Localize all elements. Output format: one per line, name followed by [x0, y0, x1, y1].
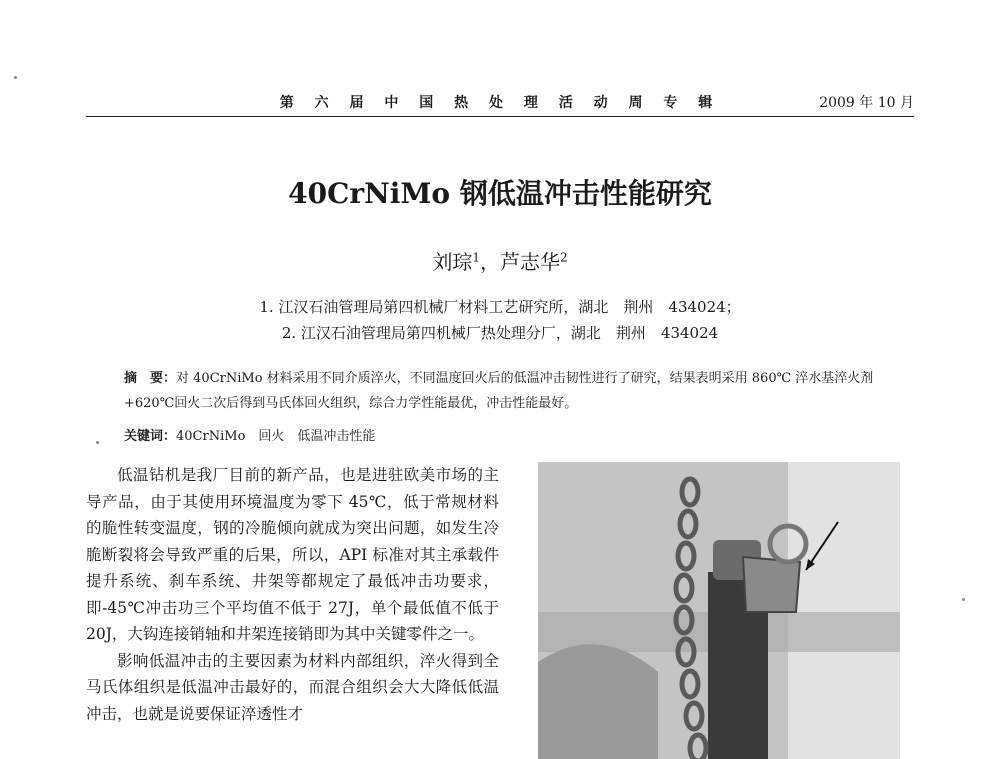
body-paragraph: 影响低温冲击的主要因素为材料内部组织，淬火得到全马氏体组织是低温冲击最好的，而混合组织会大大降低低温冲击，也就是说要保证淬透性才 [86, 651, 499, 723]
author-name: 刘琮 [432, 250, 473, 274]
affiliation-1: 1. 江汉石油管理局第四机械厂材料工艺研究所，湖北 荆州 434024； [259, 298, 741, 316]
affiliation-2: 2. 江汉石油管理局第四机械厂热处理分厂，湖北 荆州 434024 [281, 324, 719, 342]
keywords-text: 40CrNiMo 回火 低温冲击性能 [176, 429, 376, 444]
abstract-text: 对 40CrNiMo 材料采用不同介质淬火，不同温度回火后的低温冲击韧性进行了研究，结果表明采用 860℃ 淬水基淬火剂+620℃回火二次后得到马氏体回火组织，综合力学性能最优，冲击性能最好。 [124, 371, 874, 411]
abstract [124, 366, 880, 416]
author-affiliation-mark: 1 [472, 250, 480, 265]
author-name: 芦志华 [500, 250, 560, 274]
figure-photo-illustration [538, 462, 900, 759]
author-line [0, 246, 1000, 275]
scan-speck [962, 598, 965, 601]
author-affiliation-mark: 2 [560, 250, 568, 265]
body-text-column [86, 462, 499, 727]
running-header [86, 84, 914, 117]
journal-section-title: 第 六 届 中 国 热 处 理 活 动 周 专 辑 [279, 95, 721, 111]
figure-photo [538, 462, 900, 759]
scan-speck [14, 76, 17, 79]
paper-title: 40CrNiMo 钢低温冲击性能研究 [288, 177, 712, 210]
keywords-label: 关键词： [124, 429, 177, 444]
issue-date: 2009 年 10 月 [819, 95, 914, 111]
body-paragraph: 低温钻机是我厂目前的新产品，也是进驻欧美市场的主导产品，由于其使用环境温度为零下 45℃，低于常规材料的脆性转变温度，钢的冷脆倾向就成为突出问题，如发生冷脆断裂将会导致严重的后果，所以，API 标准对其主承载件提升系统、刹车系统、井架等都规定了最低冲击功要求，即-45℃冲击功三个平均值不低于 27J，单个最低值不低于 20J，大钩连接销轴和井架连接销即为其中关键零件之一。 [86, 466, 499, 643]
author-separator: ， [480, 250, 500, 274]
scan-speck [96, 441, 99, 444]
abstract-label: 摘 要： [124, 371, 177, 386]
keywords [124, 425, 880, 444]
